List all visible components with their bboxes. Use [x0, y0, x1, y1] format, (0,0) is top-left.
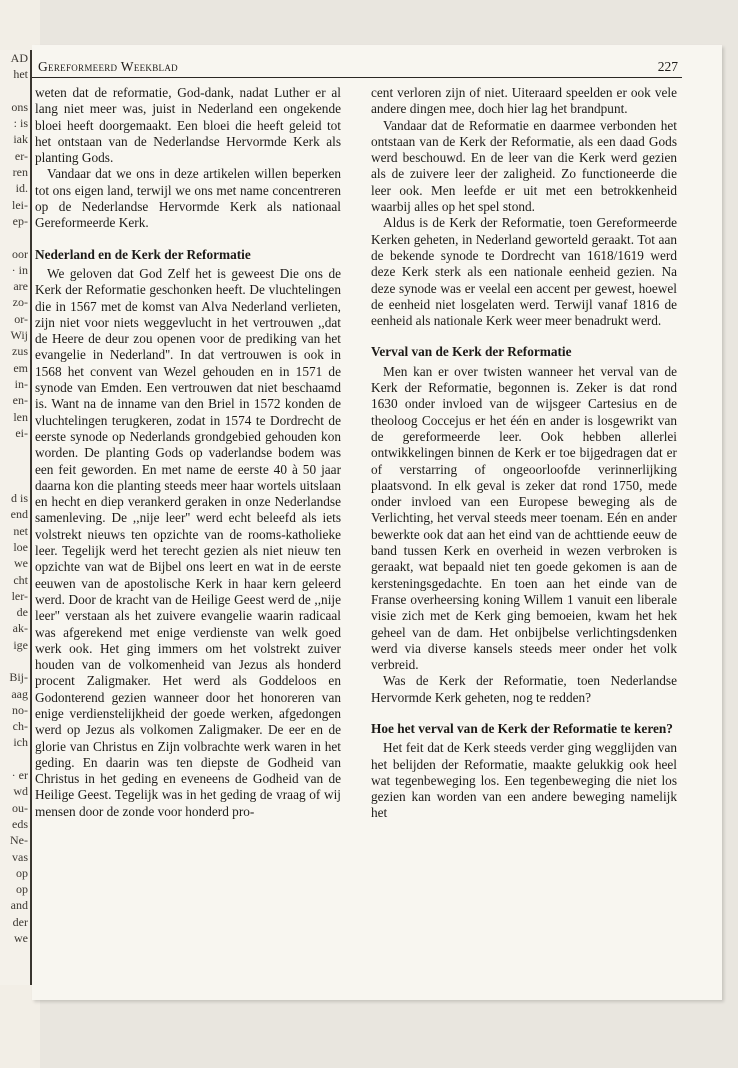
previous-page-fragment: Ne- — [10, 833, 28, 848]
body-paragraph: weten dat de reformatie, God-dank, nadat Luther er al lang niet meer was, juist in Nederland een ongekende bloei heeft doorgemaakt. Een bloei die heeft geleid tot het ontstaan van de Nederlandse Hervormde Kerk als planting Gods. — [35, 85, 341, 166]
previous-page-fragment: de — [16, 605, 28, 620]
previous-page-fragment: aag — [11, 686, 28, 701]
previous-page-fragment: or- — [14, 311, 28, 326]
previous-page-fragment: net — [13, 523, 28, 538]
previous-page-fragment: op — [16, 882, 28, 897]
previous-page-fragment — [0, 653, 30, 669]
previous-page-fragment: ak- — [12, 621, 28, 636]
previous-page-fragment: ep- — [12, 213, 28, 228]
body-paragraph: Men kan er over twisten wanneer het verval van de Kerk der Reformatie, begonnen is. Zeker is dat rond 1630 onder invloed van de wijsgeer Cartesius en de theoloog Coccejus er het één en ander is losgewrikt van de gereformeerde leer. Ook hebben allerlei ontwikkelingen binnen de Kerk er toe bijgedragen dat er of verstarring of ongeoorloofde verinnerlijking plaatsvond. In elk geval is zeker dat rond 1750, mede onder invloed van een Europese beweging als de Verlichting, het verval steeds meer toenam. Eén en ander bewerkte ook dat aan het eind van de achttiende eeuw de band tussen Kerk en overheid in wezen verbroken is geraakt, wat bepaald niet ten goede gekomen is aan de kersteningsgedachte. En toen aan het einde van de Franse overheersing koning Willem 1 vanuit een liberale visie zich met de Kerk ging bemoeien, kwam het hek geheel van de dam. Het onbijbelse verlichtingsdenken werd via diverse kansels steeds meer onder het volk verbreid. — [371, 363, 677, 673]
previous-page-fragment: op — [16, 865, 28, 880]
previous-page-fragment: vas — [12, 849, 28, 864]
previous-page-fragment: ige — [13, 637, 28, 652]
body-paragraph: We geloven dat God Zelf het is geweest Die ons de Kerk der Reformatie geschonken heeft. De vluchtelingen die in 1567 met de komst van Alva Nederland verlieten, zijn niet voor niets weggevlucht in het vertrouwen ,,dat de Heere de deur zou openen voor de prediking van het evangelie in Nederland''. In dat vertrouwen is ook in 1568 het convent van Wezel gehouden en in 1571 de synode van Emden. Een vertrouwen dat niet beschaamd is. Want na de inname van den Briel in 1572 konden de vluchtelingen terugkeren, zodat in 1574 te Dordrecht de eerste synode op Nederlands grondgebied gehouden kon worden. De planting Gods op vaderlandse bodem was een feit geworden. En met name de eerste 40 à 50 jaar daarna kon die planting steeds meer haar wortels uitslaan en hecht en diep verankerd geraken in onze Nederlandse samenleving. De ,,nije leer'' werd echt beleefd als iets volstrekt nieuws ten opzichte van de rooms-katholieke leer. Tegelijk werd het terecht gezien als niet nieuw ten opzichte van wat de Bijbel ons leert en wat in de eerste eeuwen van de apostolische Kerk in haar kern geleerd werd. Door de kracht van de Heilige Geest werd de ,,nije leer'' verstaan als het zuivere evangelie waarin radicaal was afgerekend met enige verdienste van welk goed werk ook. Het ging immers om het volstrekt zuiver houden van de volkomenheid van Jezus als honderd procent Zaligmaker. Het werd als Goddeloos en Godonterend gezien wanneer door het honoreren van enige verdienstelijkheid der goede werken, afgedongen werd op Jezus als volkomen Zaligmaker. De eer en de glorie van Christus en Zijn volbrachte werk waren in het geding. En daarin was ten diepste de Godheid van Christus in het geding en eveneens de Godheid van de Heilige Geest. Tegelijk was in het geding de vraag of wij mensen door de zonde voor honderd pro- — [35, 265, 341, 819]
previous-page-fragment: zus — [12, 344, 28, 359]
previous-page-fragment: ren — [12, 165, 28, 180]
previous-page-fragment: oor — [12, 246, 28, 261]
previous-page-fragment: AD — [10, 51, 28, 65]
section-heading: Verval van de Kerk der Reformatie — [371, 344, 572, 360]
previous-page-fragment: ou- — [12, 800, 28, 815]
section-heading: Hoe het verval van de Kerk der Reformatie te keren? — [371, 720, 673, 736]
previous-page-fragment: ei- — [15, 425, 28, 440]
previous-page-fragment: · er — [11, 768, 28, 783]
previous-page-fragment: d is — [10, 491, 28, 506]
body-paragraph: cent verloren zijn of niet. Uiteraard speelden er ook vele andere dingen mee, doch hier lag het brandpunt. — [371, 85, 677, 117]
body-paragraph: Vandaar dat we ons in deze artikelen willen beperken tot ons eigen land, terwijl we ons met name concentreren op de Nederlandse Hervormde Kerk als nationaal Gereformeerde Kerk. — [35, 166, 341, 231]
previous-page-fragment: are — [13, 279, 28, 294]
previous-page-fragment: we — [14, 556, 28, 571]
previous-page-fragment: wd — [13, 784, 28, 799]
previous-page-fragment — [0, 83, 30, 99]
body-paragraph: Aldus is de Kerk der Reformatie, toen Gereformeerde Kerken geheten, in Nederland geworteld geraakt. Tot aan de bekende synode te Dordrecht van 1618/1619 werd deze Kerk sterk als een nationale eenheid gezien. Na deze synode was er veelal een accent per gewest, hoewel de eenheid niet losgelaten werd. Terwijl vanaf 1816 de eenheid als nationale Kerk weer meer benadrukt werd. — [371, 215, 677, 329]
section-heading: Nederland en de Kerk der Reformatie — [35, 246, 251, 262]
left-column — [35, 85, 341, 820]
previous-page-fragment: end — [10, 507, 28, 522]
previous-page-fragment — [0, 751, 30, 767]
previous-page-fragment: em — [13, 360, 28, 375]
previous-page-fragment: in- — [14, 376, 28, 391]
page-number: 227 — [657, 59, 678, 74]
previous-page-fragment: ch- — [12, 719, 28, 734]
previous-page-fragment — [0, 474, 30, 490]
previous-page-fragment: Bij- — [9, 670, 28, 685]
previous-page-fragment: ons — [11, 99, 28, 114]
previous-page-fragment: we — [14, 931, 28, 946]
right-column — [371, 85, 677, 822]
previous-page-fragment — [0, 457, 30, 473]
previous-page-fragment: zo- — [12, 295, 28, 310]
previous-page-fragment: het — [13, 67, 28, 82]
previous-page-fragment: Wij — [10, 328, 28, 343]
previous-page-fragment: iak — [13, 132, 28, 147]
previous-page-edge — [0, 50, 32, 985]
body-paragraph: Vandaar dat de Reformatie en daarmee verbonden het ontstaan van de Kerk der Reformatie, als een daad Gods werd beschouwd. En de leer van die Kerk werd gezien als de zuivere leer der zaligheid. Zo functioneerde die leer ook. Men leefde er uit met een betrokkenheid waarbij alles op het spel stond. — [371, 117, 677, 215]
previous-page-fragment: len — [13, 409, 28, 424]
previous-page-fragment: id. — [15, 181, 28, 196]
previous-page-fragment: cht — [13, 572, 28, 587]
previous-page-fragment: no- — [12, 702, 28, 717]
previous-page-fragment: ler- — [11, 588, 28, 603]
body-paragraph: Was de Kerk der Reformatie, toen Nederlandse Hervormde Kerk geheten, nog te redden? — [371, 673, 677, 705]
running-header — [32, 57, 682, 78]
previous-page-fragment — [0, 441, 30, 457]
body-paragraph: Het feit dat de Kerk steeds verder ging wegglijden van het belijden der Reformatie, maakte gelukkig ook heel wat tegenbeweging los. Een tegenbeweging die niet los gezien kan worden van een andere beweging namelijk het — [371, 740, 677, 821]
previous-page-fragment: · in — [11, 262, 28, 277]
previous-page-fragment: eds — [12, 816, 28, 831]
previous-page-fragment: en- — [12, 393, 28, 408]
previous-page-fragment: der — [12, 914, 28, 929]
previous-page-fragment — [0, 229, 30, 245]
previous-page-fragment: loe — [13, 539, 28, 554]
previous-page-fragment: ich — [13, 735, 28, 750]
previous-page-fragment: er- — [14, 148, 28, 163]
publication-title: Gereformeerd Weekblad — [38, 59, 178, 74]
magazine-page — [32, 45, 722, 1000]
previous-page-fragment: : is — [13, 116, 28, 131]
previous-page-fragment: lei- — [12, 197, 28, 212]
previous-page-fragment: and — [10, 898, 28, 913]
